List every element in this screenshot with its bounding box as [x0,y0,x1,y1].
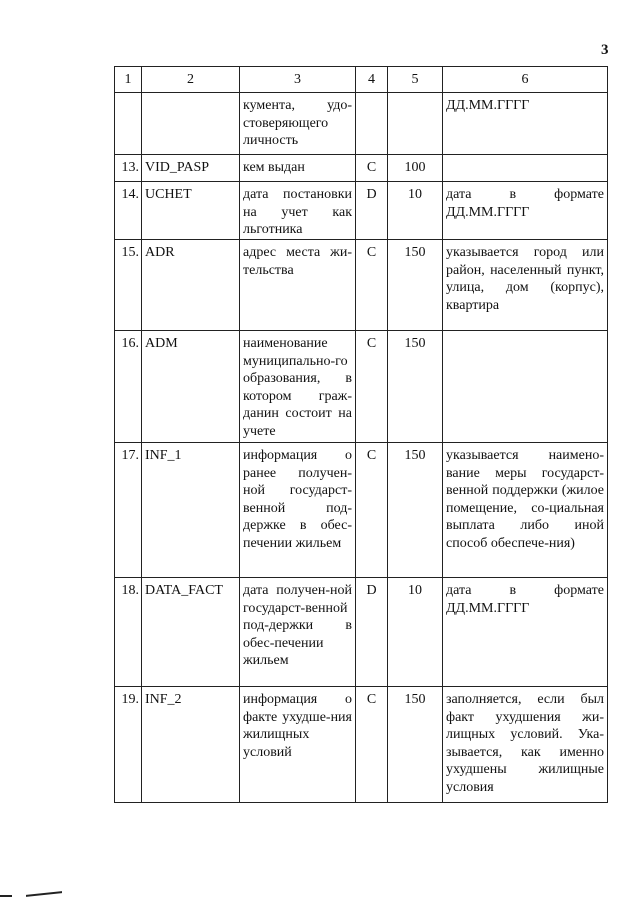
field-name: VID_PASP [142,155,240,182]
field-length: 150 [388,331,443,443]
field-spec-table [114,66,608,803]
column-header: 6 [443,67,608,93]
field-description: дата получен-ной государст-венной под-держки в обес-печении жильем [240,578,356,687]
field-type: C [356,331,388,443]
table-row [115,687,608,803]
table-row [115,93,608,155]
table-row [115,240,608,331]
table-row [115,443,608,578]
table-row [115,578,608,687]
column-header: 4 [356,67,388,93]
field-note [443,331,608,443]
field-length: 10 [388,578,443,687]
field-type [356,93,388,155]
table-header-row [115,67,608,93]
field-type: D [356,182,388,240]
field-description: информация о факте ухудше-ния жилищных условий [240,687,356,803]
field-name: ADR [142,240,240,331]
field-type: D [356,578,388,687]
field-name: UCHET [142,182,240,240]
footer-dash [0,895,12,897]
field-description: адрес места жи-тельства [240,240,356,331]
field-note: ДД.ММ.ГГГГ [443,93,608,155]
field-note: указывается город или район, населенный пункт, улица, дом (корпус), квартира [443,240,608,331]
row-number: 19. [115,687,142,803]
page-number: 3 [601,42,609,58]
field-description: кумента, удо-стоверяющего личность [240,93,356,155]
field-length: 150 [388,687,443,803]
field-length [388,93,443,155]
field-description: наименование муниципально-го образования, в котором граж-данин состоит на учете [240,331,356,443]
field-name: DATA_FACT [142,578,240,687]
field-description: дата постановки на учет как льготника [240,182,356,240]
row-number [115,93,142,155]
field-note [443,155,608,182]
table-row [115,331,608,443]
row-number: 15. [115,240,142,331]
field-name: INF_2 [142,687,240,803]
column-header: 5 [388,67,443,93]
row-number: 14. [115,182,142,240]
field-note: дата в формате ДД.ММ.ГГГГ [443,578,608,687]
field-type: C [356,240,388,331]
field-length: 100 [388,155,443,182]
column-header: 1 [115,67,142,93]
column-header: 2 [142,67,240,93]
field-length: 10 [388,182,443,240]
field-type: C [356,687,388,803]
field-length: 150 [388,240,443,331]
field-type: C [356,155,388,182]
field-name: ADM [142,331,240,443]
field-description: кем выдан [240,155,356,182]
row-number: 13. [115,155,142,182]
row-number: 17. [115,443,142,578]
row-number: 18. [115,578,142,687]
field-note: указывается наимено-вание меры государст-венной поддержки (жилое помещение, со-циальная выплата либо иной способ обеспече-ния) [443,443,608,578]
field-description: информация о ранее получен-ной государст-венной под-держке в обес-печении жильем [240,443,356,578]
field-note: дата в формате ДД.ММ.ГГГГ [443,182,608,240]
field-length: 150 [388,443,443,578]
column-header: 3 [240,67,356,93]
field-type: C [356,443,388,578]
field-name: INF_1 [142,443,240,578]
row-number: 16. [115,331,142,443]
table-row [115,155,608,182]
field-note: заполняется, если был факт ухудшения жи-лищных условий. Ука-зывается, как именно ухудшены жилищные условия [443,687,608,803]
table-row [115,182,608,240]
field-name [142,93,240,155]
footer-signature-line [26,891,62,897]
